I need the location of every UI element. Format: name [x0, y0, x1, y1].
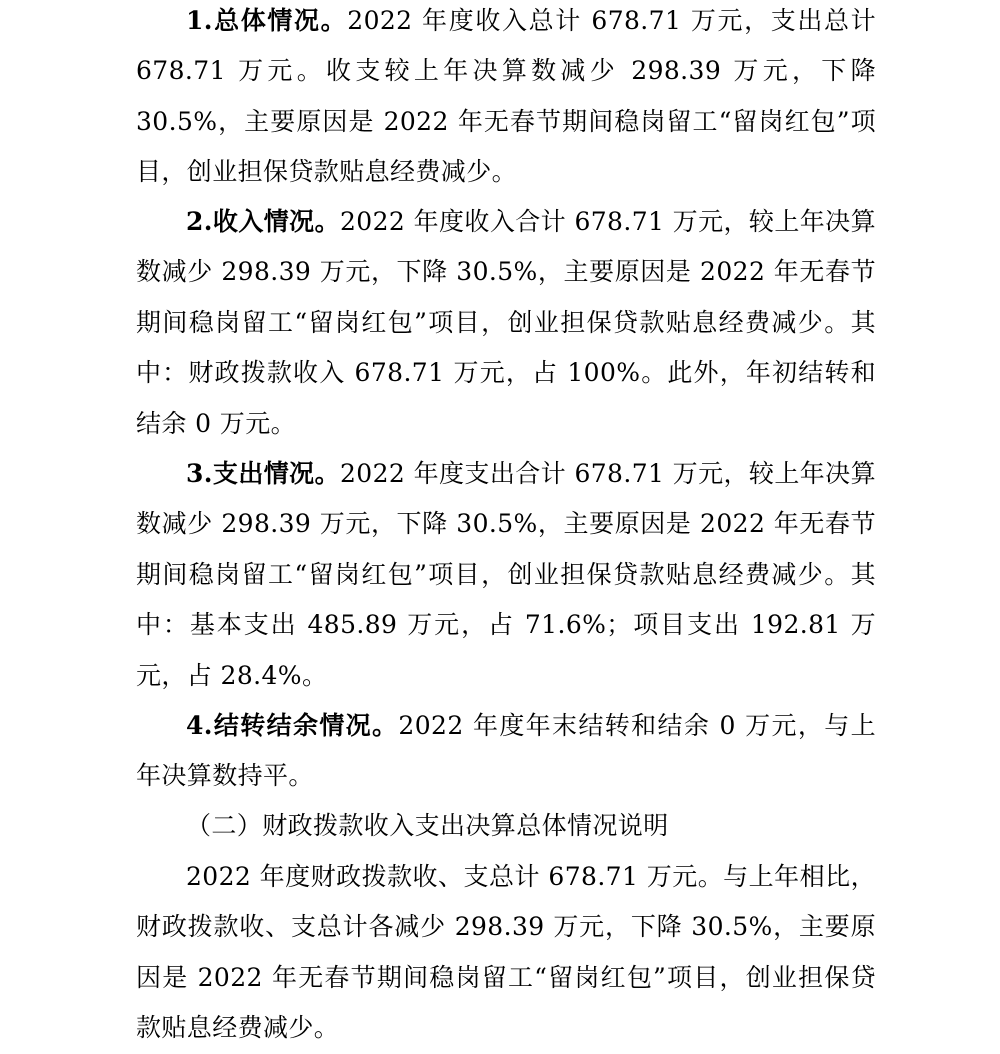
paragraph-fiscal-appropriation: 2022 年度财政拨款收、支总计 678.71 万元。与上年相比，财政拨款收、支总计各减少 298.39 万元，下降 30.5%，主要原因是 2022 年无春节期间稳岗留工“留岗红包”项目，创业担保贷款贴息经费减少。 [136, 862, 876, 1043]
paragraph-heading-income: 2.收入情况。 [186, 207, 340, 236]
paragraph-overall [136, 0, 876, 198]
paragraph-text-carryover: 2022 年度年末结转和结余 0 万元，与上年决算数持平。 [136, 711, 877, 791]
paragraph-text-income: 2022 年度收入合计 678.71 万元，较上年决算数减少 298.39 万元，下降 30.5%，主要原因是 2022 年无春节期间稳岗留工“留岗红包”项目，创业担保贷款贴息经费减少。其中：财政拨款收入 678.71 万元，占 100%。此外，年初结转和结余 0 万元。 [136, 207, 876, 438]
section-heading: （二）财政拨款收入支出决算总体情况说明 [186, 811, 669, 840]
paragraph-heading-carryover: 4.结转结余情况。 [186, 711, 399, 740]
paragraph-text-expenditure: 2022 年度支出合计 678.71 万元，较上年决算数减少 298.39 万元，下降 30.5%，主要原因是 2022 年无春节期间稳岗留工“留岗红包”项目，创业担保贷款贴息经费减少。其中：基本支出 485.89 万元，占 71.6%；项目支出 192.81 万元，占 28.4%。 [136, 459, 876, 690]
paragraph-heading-expenditure: 3.支出情况。 [186, 459, 340, 488]
paragraph-income [136, 197, 876, 449]
paragraph-expenditure [136, 449, 876, 701]
paragraph-text-overall: 2022 年度收入总计 678.71 万元，支出总计 678.71 万元。收支较上年决算数减少 298.39 万元，下降 30.5%，主要原因是 2022 年无春节期间稳岗留工“留岗红包”项目，创业担保贷款贴息经费减少。 [136, 6, 876, 187]
paragraph-carryover [136, 701, 876, 802]
paragraph-heading-overall: 1.总体情况。 [186, 6, 348, 35]
